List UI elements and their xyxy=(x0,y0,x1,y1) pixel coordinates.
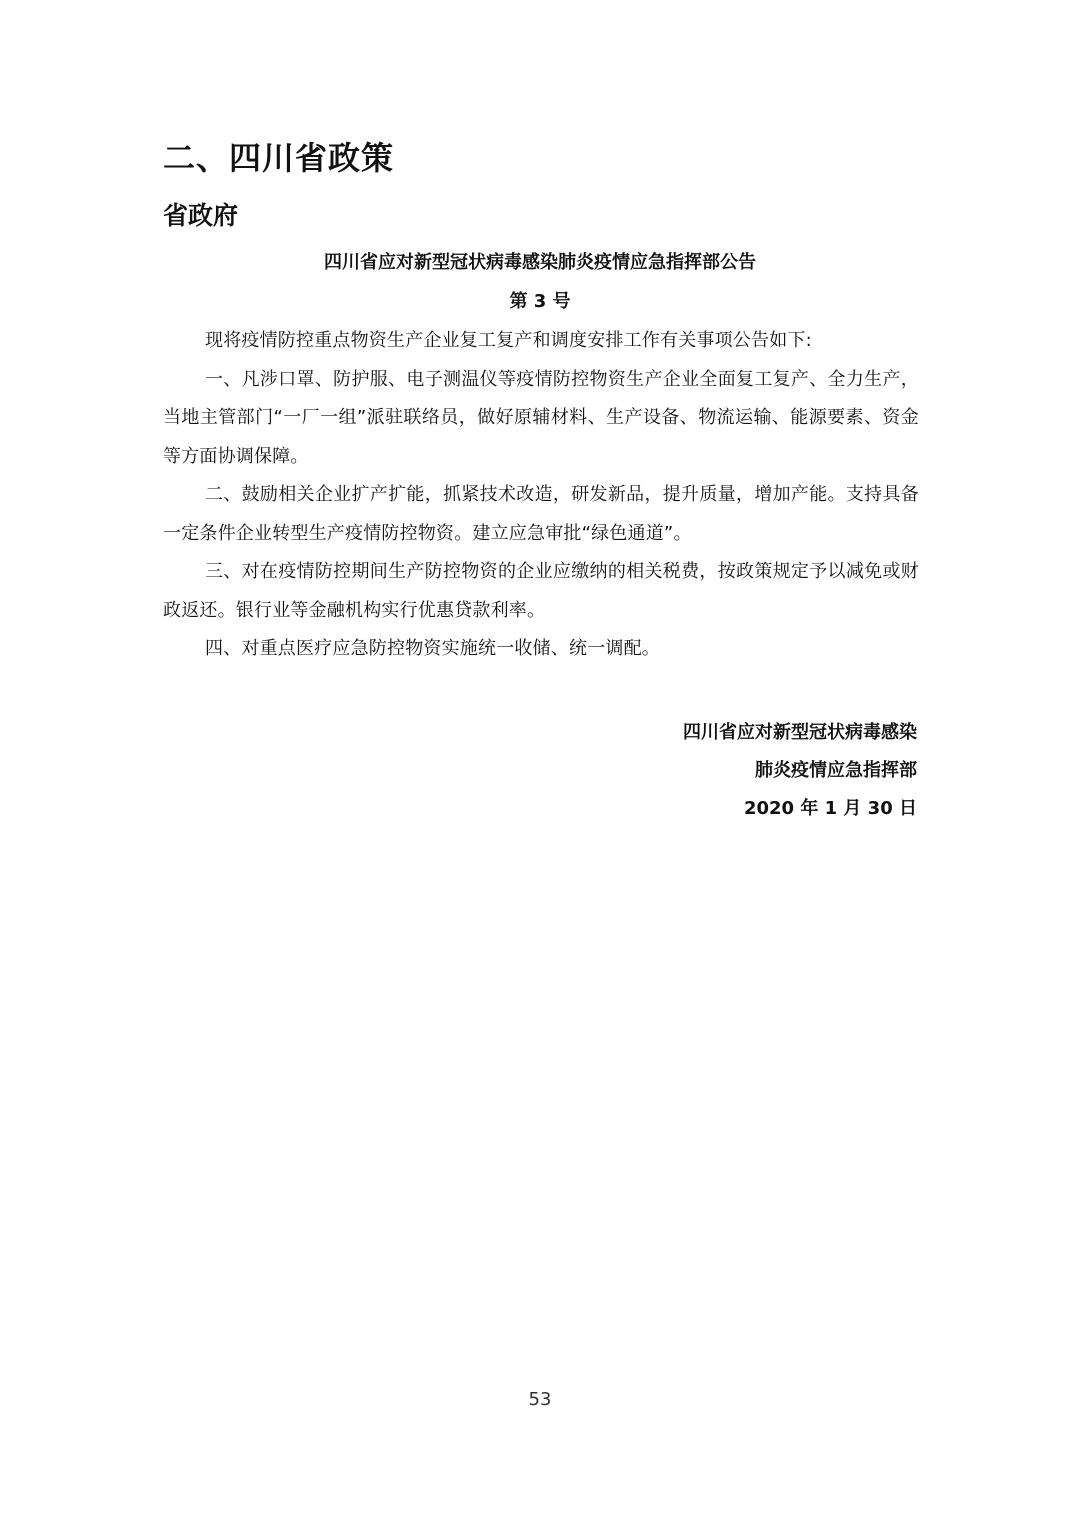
announcement-title: 四川省应对新型冠状病毒感染肺炎疫情应急指挥部公告 xyxy=(324,252,756,273)
signature-date: 2020 年 1 月 30 日 xyxy=(743,798,917,819)
sub-title: 省政府 xyxy=(163,201,239,230)
intro-paragraph: 现将疫情防控重点物资生产企业复工复产和调度安排工作有关事项公告如下: xyxy=(205,330,812,351)
page-number: 53 xyxy=(528,1389,552,1410)
signature-block xyxy=(683,714,917,828)
signature-org-line-1: 四川省应对新型冠状病毒感染 xyxy=(683,722,917,743)
signature-org-line-2: 肺炎疫情应急指挥部 xyxy=(755,760,917,781)
paragraph-item-1: 一、凡涉口罩、防护服、电子测温仪等疫情防控物资生产企业全面复工复产、全力生产，当地主管部门“一厂一组”派驻联络员，做好原辅材料、生产设备、物流运输、能源要素、资金等方面协调保障。 xyxy=(163,368,919,467)
paragraph-item-4: 四、对重点医疗应急防控物资实施统一收储、统一调配。 xyxy=(205,638,660,659)
announcement-body xyxy=(163,322,919,669)
paragraph-item-2: 二、鼓励相关企业扩产扩能，抓紧技术改造，研发新品，提升质量，增加产能。支持具备一定条件企业转型生产疫情防控物资。建立应急审批“绿色通道”。 xyxy=(163,484,919,544)
paragraph-item-3: 三、对在疫情防控期间生产防控物资的企业应缴纳的相关税费，按政策规定予以减免或财政返还。银行业等金融机构实行优惠贷款利率。 xyxy=(163,561,919,621)
section-title: 二、四川省政策 xyxy=(163,139,395,177)
announcement-number: 第 3 号 xyxy=(509,291,571,312)
